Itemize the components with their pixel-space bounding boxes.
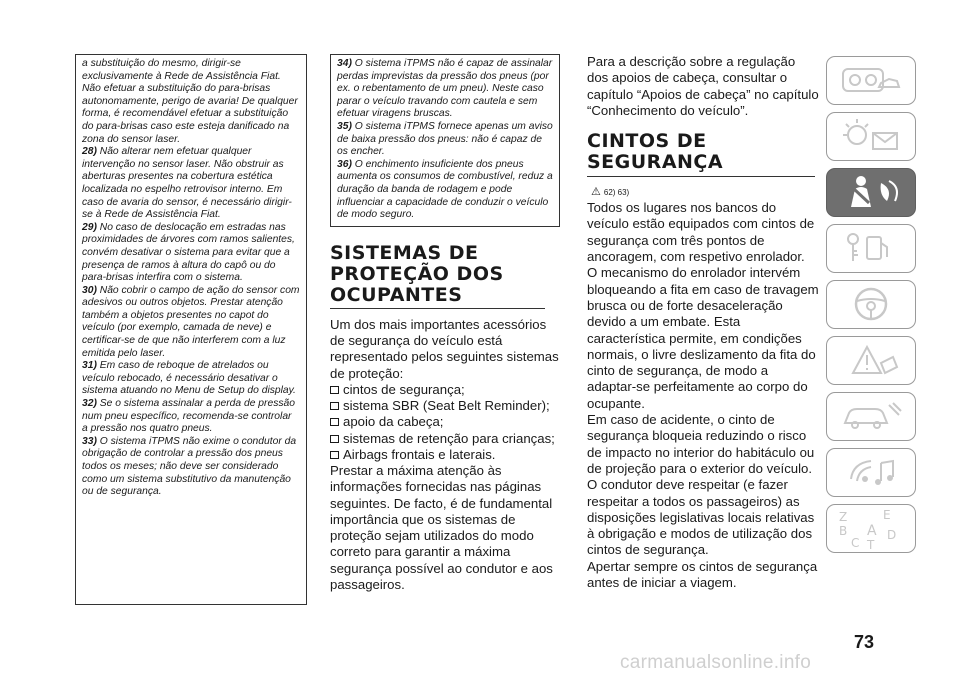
warning-references: ⚠ 62) 63) [591,186,630,199]
notes-box-middle [330,54,560,227]
section-heading-protecao: SISTEMAS DE PROTEÇÃO DOS OCUPANTES [330,243,545,309]
dashboard-car-icon [827,57,915,104]
note-item: a substituição do mesmo, dirigir-se exclusivamente à Rede de Assistência Fiat. Não efetuar a substituição do para-brisas autonomamente, perigo de avaria! De qualquer forma, é recomendável efetuar a substituição do para-brisas caso este esteja danificado na zona do sensor laser. [82,58,298,145]
note-item: 30) Não cobrir o campo de ação do sensor com adesivos ou outros objetos. Prestar atenção também a objetos presentes no capot do veículo (por exemplo, camada de neve) e certificar-se de que não interferem com a luz emitida pelo laser. [82,284,300,359]
tab-safety[interactable] [826,168,916,217]
checkbox-bullet-icon [330,435,339,443]
tab-emergency[interactable] [826,336,916,385]
index-letter: T [867,538,875,552]
checkbox-bullet-icon [330,402,339,410]
index-letter: Z [839,510,848,524]
section-intro: Um dos mais importantes acessórios de segurança do veículo está representado pelos seguintes sistemas de proteção: [330,316,559,381]
list-item: sistemas de retenção para crianças; [330,431,560,447]
list-item: sistema SBR (Seat Belt Reminder); [330,398,560,414]
list-item: Airbags frontais e laterais. [330,447,560,463]
content-column-middle [330,54,560,593]
protection-list [330,382,560,463]
lights-message-icon [827,113,915,160]
watermark: carmanualsonline.info [620,652,812,673]
tab-starting[interactable] [826,224,916,273]
content-column-right [587,54,819,591]
notes-column-left [75,54,307,605]
chapter-tabs [826,56,916,560]
seatbelt-airbag-icon [827,169,915,216]
notes-box-left [75,54,307,605]
tab-index[interactable] [826,504,916,553]
index-letters-icon [827,505,915,552]
paragraph: O mecanismo do enrolador intervém bloqueando a fita em caso de travagem brusca ou de forte desaceleração devido a um embate. Esta característica permite, em condições normais, o livre deslizamento da fita do cinto de segurança, de modo a adaptar-se perfeitamente ao corpo do ocupante. [587,265,819,411]
checkbox-bullet-icon [330,386,339,394]
tab-lights[interactable] [826,112,916,161]
note-item: 35) O sistema iTPMS fornece apenas um aviso de baixa pressão dos pneus: não é capaz de os encher. [337,120,553,158]
section-closing: Prestar a máxima atenção às informações fornecidas nas páginas seguintes. De facto, é de fundamental importância que os sistemas de proteção sejam utilizados do modo correto para garantir a máxima segurança possível ao condutor e aos passageiros. [330,462,553,592]
index-letter: A [867,523,877,539]
index-letter: D [887,528,897,542]
note-item: 32) Se o sistema assinalar a perda de pressão num pneu específico, recomenda-se controlar a pressão nos quatro pneus. [82,398,295,435]
tab-driving[interactable] [826,280,916,329]
page-number: 73 [854,632,875,652]
tab-multimedia[interactable] [826,448,916,497]
key-fuel-icon [827,225,915,272]
note-item: 31) Em caso de reboque de atrelados ou veículo rebocado, é necessário desativar o sistema atuando no Menu de Setup do display. [82,360,296,397]
tab-maintenance[interactable] [826,392,916,441]
note-item: 33) O sistema iTPMS não exime o condutor da obrigação de controlar a pressão dos pneus todos os meses; não deve ser considerado como um sistema substitutivo da manutenção ou de segurança. [82,435,297,498]
index-letter: E [883,508,891,522]
list-item: apoio da cabeça; [330,414,560,430]
list-item: cintos de segurança; [330,382,560,398]
intro-paragraph: Para a descrição sobre a regulação dos apoios de cabeça, consultar o capítulo “Apoios de cabeça” no capítulo “Conhecimento do veículo”. [587,54,819,118]
note-item: 36) O enchimento insuficiente dos pneus aumenta os consumos de combustível, reduz a duração da banda de rodagem e pode influenciar a capacidade de conduzir o veículo de modo seguro. [337,158,553,221]
note-item: 34) O sistema iTPMS não é capaz de assinalar perdas imprevistas da pressão dos pneus (por ex. o rebentamento de um pneu). Neste caso parar o veículo travando com cautela e sem efetuar viragens bruscas. [337,58,553,120]
paragraph: Em caso de acidente, o cinto de segurança bloqueia reduzindo o risco de impacto no interior do habitáculo ou de projeção para o exterior do veículo. O condutor deve respeitar (e fazer respeitar a todos os passageiros) as disposições legislativas locais relativas à obrigação e modos de utilização dos cintos de segurança. [587,412,815,558]
maintenance-car-icon [827,393,915,440]
section-heading-cintos: CINTOS DE SEGURANÇA [587,131,815,177]
index-letter: B [839,524,848,538]
index-letter: C [851,536,860,550]
note-item: 28) Não alterar nem efetuar qualquer intervenção no sensor laser. Não obstruir as aberturas presentes na cobertura estética localizada no espelho retrovisor interno. Em caso de avaria do sensor, é necessário dirigir-se à Rede de Assistência Fiat. [82,146,292,221]
steering-wheel-icon [827,281,915,328]
tab-dashboard[interactable] [826,56,916,105]
checkbox-bullet-icon [330,451,339,459]
checkbox-bullet-icon [330,418,339,426]
warning-breakdown-icon [827,337,915,384]
multimedia-icon [827,449,915,496]
note-item: 29) No caso de deslocação em estradas nas proximidades de árvores com ramos salientes, convém desativar o sistema para evitar que a presença de ramos à altura do capô ou do para-brisas interfira com o sistema. [82,221,295,284]
warning-triangle-icon: ⚠ [591,186,601,199]
paragraph: Apertar sempre os cintos de segurança antes de iniciar a viagem. [587,558,818,591]
paragraph: Todos os lugares nos bancos do veículo estão equipados com cintos de segurança com três pontos de ancoragem, com respetivo enrolador. [587,200,815,265]
